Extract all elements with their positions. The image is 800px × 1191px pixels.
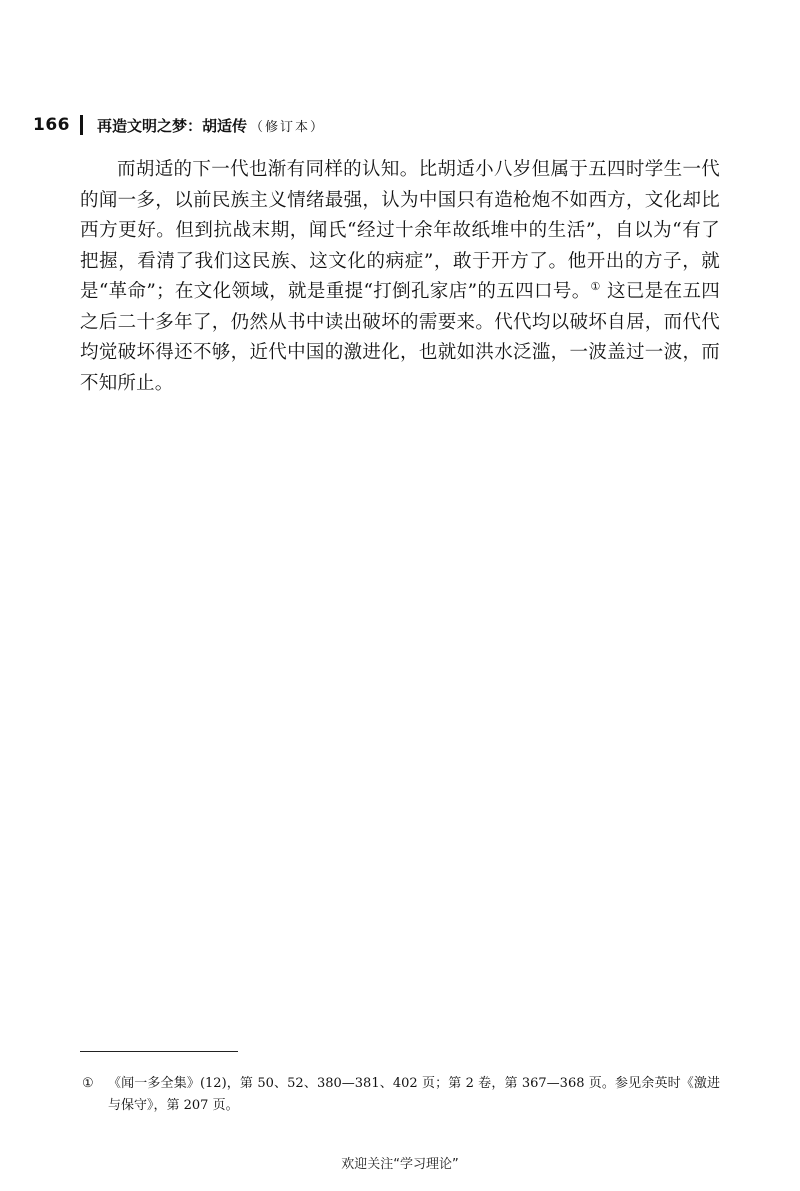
footnote-marker: ① [82,1076,94,1091]
book-title: 再造文明之梦：胡适传 [97,116,248,135]
footnote-divider [80,1051,238,1052]
body-text-part-2: 这已是在五四之后二十多年了，仍然从书中读出破坏的需要来。代代均以破坏自居，而代代均觉破坏得还不够，近代中国的激进化，也就如洪水泛滥，一波盖过一波，而不知所止。 [80,281,721,394]
footnote-reference[interactable]: ① [590,279,601,293]
footnote-text: 《闻一多全集》(12)，第 50、52、380—381、402 页；第 2 卷，第 367—368 页。参见余英时《激进与保守》，第 207 页。 [108,1076,720,1113]
body-text-part-1: 而胡适的下一代也渐有同样的认知。比胡适小八岁但属于五四时学生一代的闻一多，以前民族主义情绪最强，认为中国只有造枪炮不如西方，文化却比西方更好。但到抗战末期，闻氏“经过十余年故纸堆中的生活”，自以为“有了把握，看清了我们这民族、这文化的病症”，敢于开方了。他开出的方子，就是“革命”；在文化领域，就是重提“打倒孔家店”的五四口号。 [80,159,720,302]
running-header [33,110,325,140]
book-subtitle: （修订本） [250,119,326,135]
watermark-caption: 欢迎关注“学习理论” [341,1157,459,1172]
footnote [82,1073,720,1117]
body-paragraph [80,155,720,399]
header-divider-bar [80,115,83,135]
page-number: 166 [33,115,70,135]
